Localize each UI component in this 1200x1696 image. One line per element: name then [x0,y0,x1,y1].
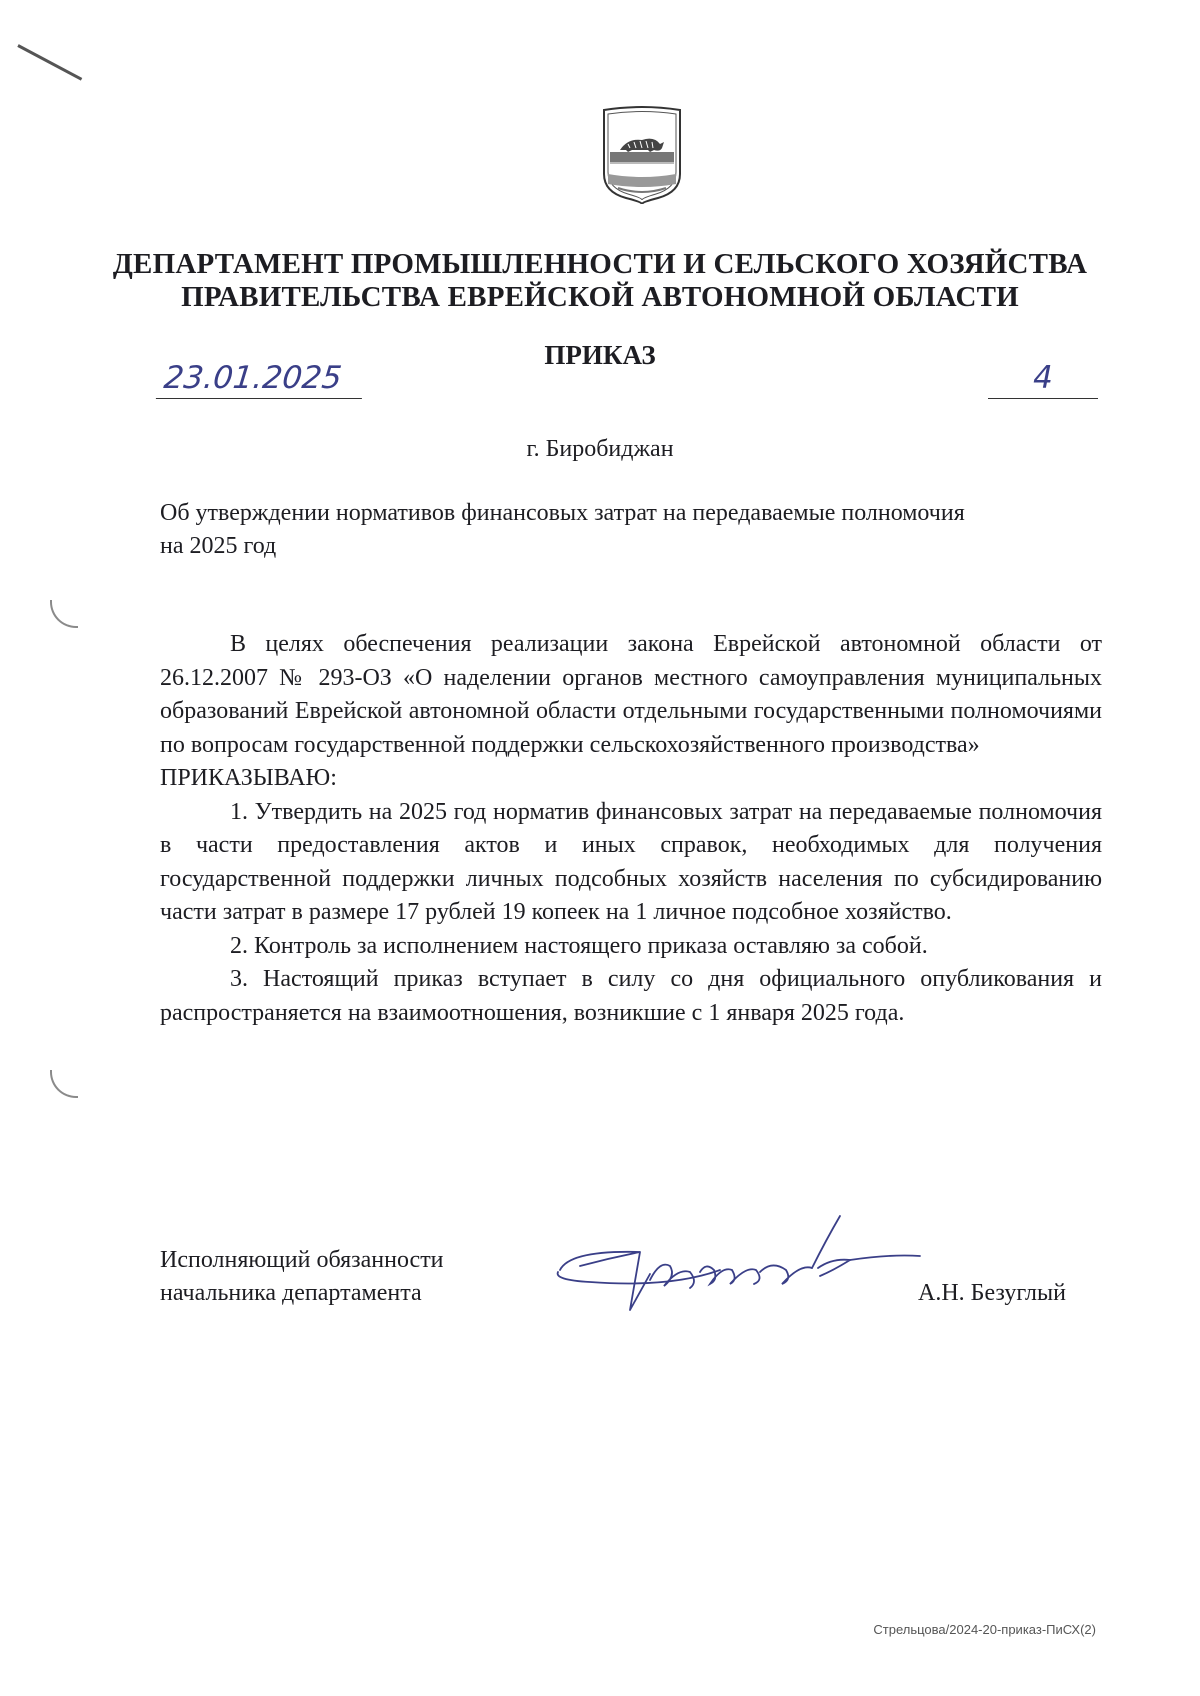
order-subject-line1: Об утверждении нормативов финансовых затрат на передаваемые полномочия [160,500,965,526]
order-item-1: 1. Утвердить на 2025 год норматив финансовых затрат на передаваемые полномочия в части предоставления актов и иных справок, необходимых для получения государственной поддержки личных подсобных хозяйств населения по субсидированию части затрат в размере 17 рублей 19 копеек на 1 личное подсобное хозяйство. [160,798,1102,925]
department-header-line1: ДЕПАРТАМЕНТ ПРОМЫШЛЕННОСТИ И СЕЛЬСКОГО ХОЗЯЙСТВА [112,248,1088,280]
signatory-position-line2: начальника департамента [160,1280,422,1306]
punch-hole-mark [50,1070,78,1098]
order-item-2: 2. Контроль за исполнением настоящего приказа оставляю за собой. [230,932,928,959]
department-header-line2: ПРАВИТЕЛЬСТВА ЕВРЕЙСКОЙ АВТОНОМНОЙ ОБЛАСТИ [181,281,1019,313]
order-item-3: 3. Настоящий приказ вступает в силу со дня официального опубликования и распространяется на взаимоотношения, возникшие с 1 января 2025 года. [160,966,1102,1026]
scan-artifact-line [17,44,82,80]
handwritten-signature [550,1210,930,1320]
order-number-handwritten: 4 [988,358,1098,399]
signatory-position-line1: Исполняющий обязанности [160,1247,444,1273]
signatory-name: А.Н. Безуглый [918,1280,1066,1306]
order-subject [160,497,1104,563]
city-line: г. Биробиджан [526,436,674,462]
document-type-title: ПРИКАЗ [544,340,656,370]
preamble-paragraph: В целях обеспечения реализации закона Еврейской автономной области от 26.12.2007 № 293-ОЗ «О наделении органов местного самоуправления муниципальных образований Еврейской автономной области отдельными государственными полномочиями по вопросам государственной поддержки сельскохозяйственного производства» [160,631,1102,758]
coat-of-arms-emblem [598,104,686,206]
order-directive-word: ПРИКАЗЫВАЮ: [160,765,337,791]
document-reference-footer: Стрельцова/2024-20-приказ-ПиСХ(2) [873,1622,1096,1637]
order-date-handwritten: 23.01.2025 [156,358,366,399]
signatory-position [160,1244,444,1310]
department-header [100,248,1100,314]
punch-hole-mark [50,600,78,628]
order-body [160,628,1102,1030]
order-subject-line2: на 2025 год [160,533,277,559]
